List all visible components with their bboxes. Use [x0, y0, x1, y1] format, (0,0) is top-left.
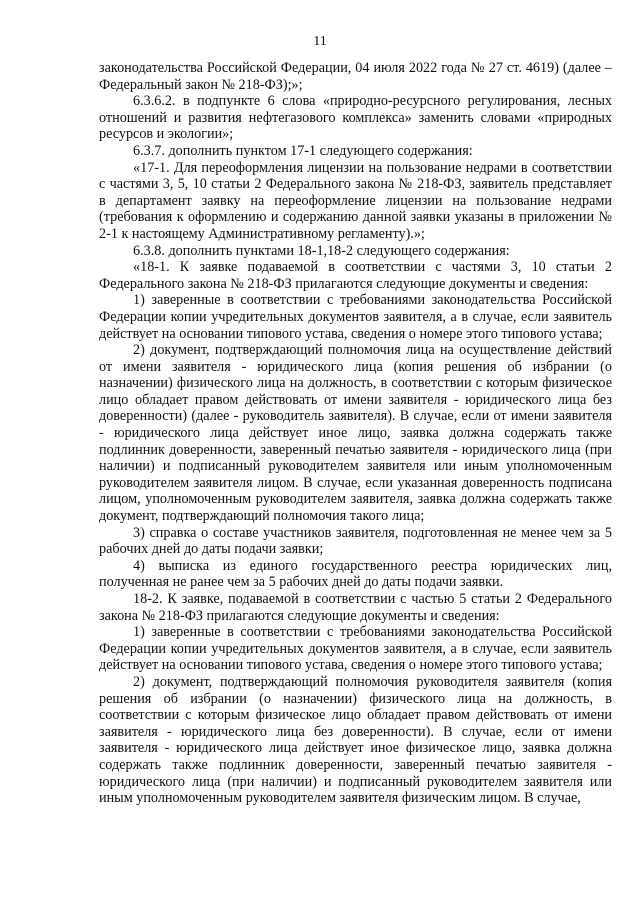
- list-item-18-2-1: 1) заверенные в соответствии с требованиями законодательства Российской Федерации копии учредительных документов заявителя, а в случае, если заявитель действует на основании типового устава, сведения о номере этого типового устава;: [99, 624, 612, 674]
- paragraph-6-3-6-2: 6.3.6.2. в подпункте 6 слова «природно-ресурсного регулирования, лесных отношений и развития нефтегазового комплекса» заменить словами «природных ресурсов и экологии»;: [99, 93, 612, 143]
- list-item-18-2-2: 2) документ, подтверждающий полномочия руководителя заявителя (копия решения об избрании (о назначении) физического лица на должность, в соответствии с которым физическое лицо обладает правом действовать от имени заявителя - юридического лица без доверенности). В случае, если от имени заявителя - юридического лица действует иное физическое лицо, заявка должна содержать также подлинник доверенности, заверенный печатью заявителя - юридического лица (при наличии) и подписанный руководителем заявителя или иным уполномоченным руководителем заявителя физическим лицом. В случае,: [99, 673, 612, 807]
- page-number: 11: [313, 34, 327, 49]
- paragraph-17-1: «17-1. Для переоформления лицензии на пользование недрами в соответствии с частями 3, 5, 10 статьи 2 Федерального закона № 218-ФЗ, заявитель представляет в департамент заявку на переоформление лицензии на пользование недрами (требования к оформлению и содержанию данной заявки указаны в приложении № 2-1 к настоящему Административному регламенту).»;: [99, 159, 612, 242]
- paragraph-18-1: «18-1. К заявке подаваемой в соответствии с частями 3, 10 статьи 2 Федерального закона № 218-ФЗ прилагаются следующие документы и сведения:: [99, 259, 612, 292]
- document-body: [99, 60, 612, 807]
- paragraph-law-reference-end: законодательства Российской Федерации, 04 июля 2022 года № 27 ст. 4619) (далее – Федеральный закон № 218-ФЗ);»;: [99, 60, 612, 93]
- paragraph-6-3-7: 6.3.7. дополнить пунктом 17-1 следующего содержания:: [133, 142, 473, 159]
- paragraph-18-2: 18-2. К заявке, подаваемой в соответствии с частью 5 статьи 2 Федерального закона № 218-ФЗ прилагаются следующие документы и сведения:: [99, 591, 612, 624]
- paragraph-6-3-8: 6.3.8. дополнить пунктами 18-1,18-2 следующего содержания:: [133, 242, 510, 259]
- list-item-18-1-1: 1) заверенные в соответствии с требованиями законодательства Российской Федерации копии учредительных документов заявителя, а в случае, если заявитель действует на основании типового устава, сведения о номере этого типового устава;: [99, 292, 612, 342]
- list-item-18-1-3: 3) справка о составе участников заявителя, подготовленная не менее чем за 5 рабочих дней до даты подачи заявки;: [99, 524, 612, 558]
- list-item-18-1-4: 4) выписка из единого государственного реестра юридических лиц, полученная не ранее чем за 5 рабочих дней до даты подачи заявки.: [99, 557, 612, 591]
- list-item-18-1-2: 2) документ, подтверждающий полномочия лица на осуществление действий от имени заявителя - юридического лица (копия решения об избрании (о назначении) физического лица на должность, в соответствии с которым физическое лицо обладает правом действовать от имени заявителя - юридического лица без доверенности) (далее - руководитель заявителя). В случае, если от имени заявителя - юридического лица действует иное лицо, заявка должна содержать также подлинник доверенности, заверенный печатью заявителя - юридического лица (при наличии) и подписанный руководителем заявителя или иным уполномоченным руководителем заявителя лицом. В случае, если указанная доверенность подписана лицом, уполномоченным руководителем заявителя, заявка должна содержать также документ, подтверждающий полномочия такого лица;: [99, 342, 612, 525]
